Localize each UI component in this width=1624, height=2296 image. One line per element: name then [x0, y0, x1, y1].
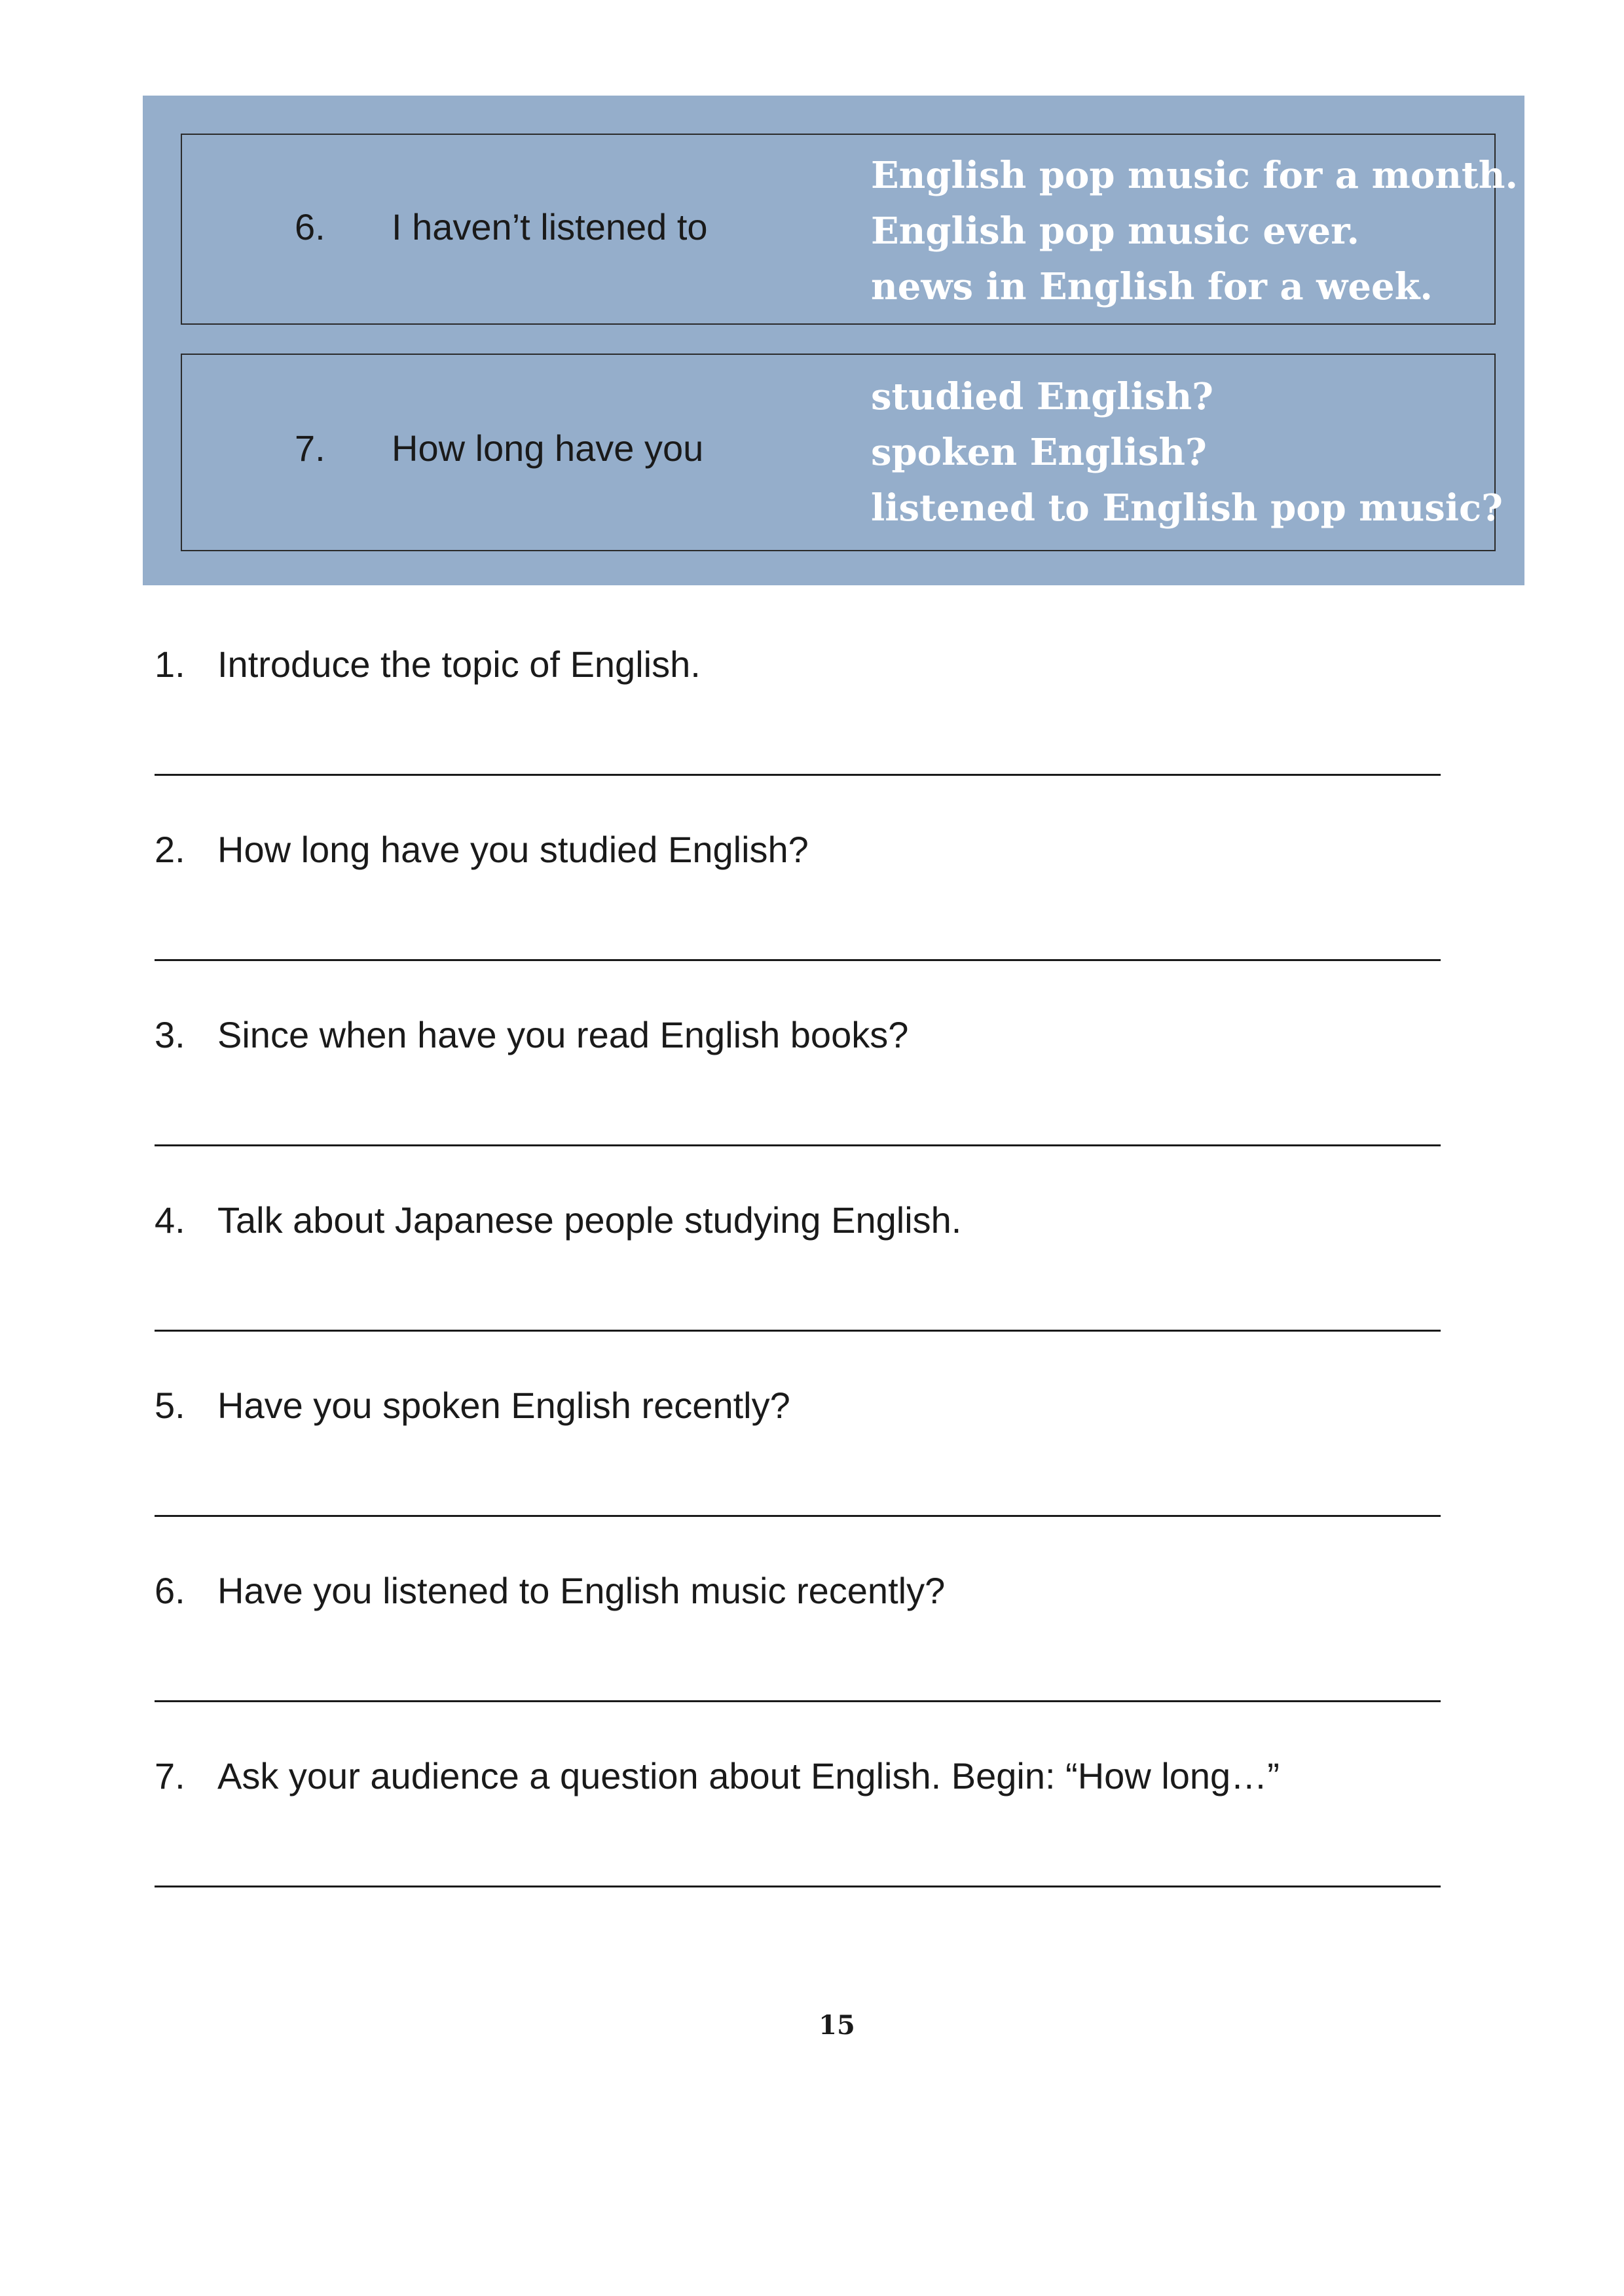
box-prompt: How long have you — [392, 428, 704, 469]
box-option: studied English? — [871, 375, 1213, 418]
question-number: 6. — [155, 1570, 185, 1611]
box-option: news in English for a week. — [871, 265, 1433, 308]
box-number: 7. — [295, 428, 325, 469]
box-option: English pop music ever. — [871, 210, 1360, 253]
box-option: English pop music for a month. — [871, 154, 1518, 197]
answer-line[interactable] — [155, 959, 1441, 961]
box-number: 6. — [295, 206, 325, 247]
answer-line[interactable] — [155, 1515, 1441, 1517]
question-number: 2. — [155, 829, 185, 870]
question-text: Have you spoken English recently? — [217, 1385, 790, 1426]
question-text: Introduce the topic of English. — [217, 644, 701, 685]
answer-line[interactable] — [155, 1700, 1441, 1702]
question-text: Have you listened to English music recently? — [217, 1570, 946, 1611]
question-number: 4. — [155, 1199, 185, 1241]
question-number: 7. — [155, 1755, 185, 1796]
answer-line[interactable] — [155, 1144, 1441, 1146]
question-text: Since when have you read English books? — [217, 1014, 909, 1055]
page-number: 15 — [819, 2010, 855, 2041]
box-option: listened to English pop music? — [871, 486, 1503, 530]
question-number: 1. — [155, 644, 185, 685]
answer-line[interactable] — [155, 1330, 1441, 1332]
box-option: spoken English? — [871, 431, 1207, 474]
question-text: How long have you studied English? — [217, 829, 809, 870]
answer-line[interactable] — [155, 1886, 1441, 1887]
question-number: 5. — [155, 1385, 185, 1426]
question-text: Talk about Japanese people studying English. — [217, 1199, 962, 1241]
box-prompt: I haven’t listened to — [392, 206, 708, 247]
question-text: Ask your audience a question about English. Begin: “How long…” — [217, 1755, 1280, 1796]
question-number: 3. — [155, 1014, 185, 1055]
answer-line[interactable] — [155, 774, 1441, 776]
